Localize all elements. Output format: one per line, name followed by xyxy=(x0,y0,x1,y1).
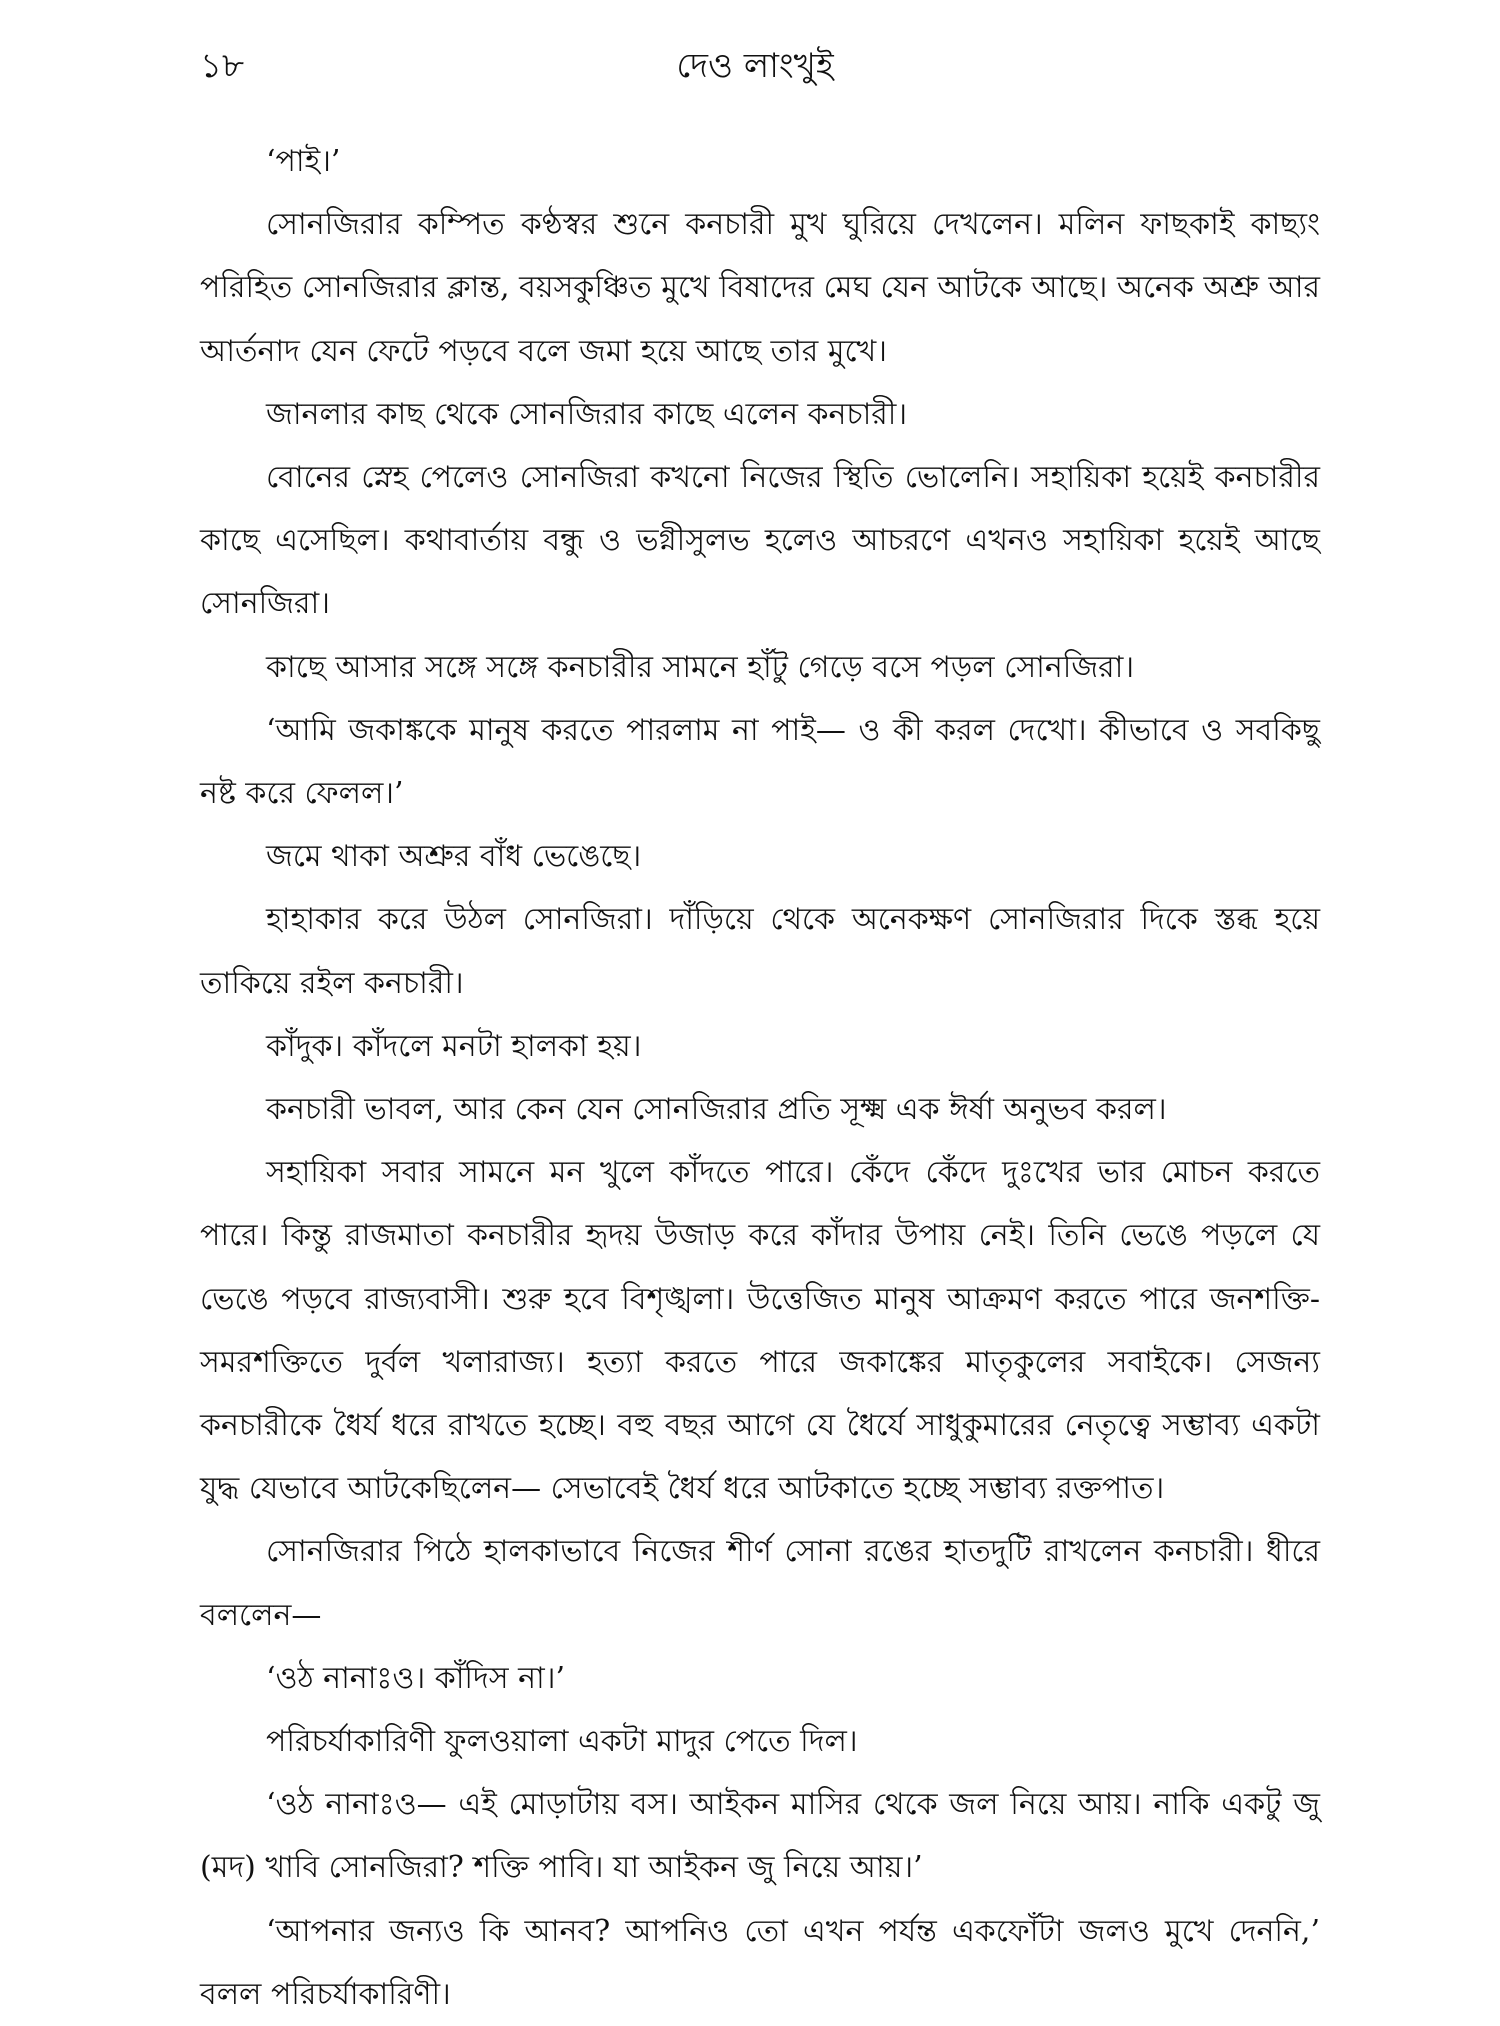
paragraph-5: কাছে আসার সঙ্গে সঙ্গে কনচারীর সামনে হাঁটু গেড়ে বসে পড়ল সোনজিরা। xyxy=(266,649,1135,685)
page-header xyxy=(200,36,1310,96)
paragraph-6: ‘আমি জকাঙ্ককে মানুষ করতে পারলাম না পাই— ও কী করল দেখো। কীভাবে ও সবকিছু নষ্ট করে ফেলল।’ xyxy=(200,712,1320,812)
page-number: ১৮ xyxy=(200,46,245,86)
paragraph-1: ‘পাই।’ xyxy=(266,144,341,179)
paragraph-2: সোনজিরার কম্পিত কণ্ঠস্বর শুনে কনচারী মুখ ঘুরিয়ে দেখলেন। মলিন ফাছকাই কাছ্যং পরিহিত সোনজিরার ক্লান্ত, বয়সকুঞ্চিত মুখে বিষাদের মেঘ যেন আটকে আছে। অনেক অশ্রু আর আর্তনাদ যেন ফেটে পড়বে বলে জমা হয়ে আছে তার মুখে। xyxy=(200,207,1320,369)
paragraph-11: সহায়িকা সবার সামনে মন খুলে কাঁদতে পারে। কেঁদে কেঁদে দুঃখের ভার মোচন করতে পারে। কিন্তু রাজমাতা কনচারীর হৃদয় উজাড় করে কাঁদার উপায় নেই। তিনি ভেঙে পড়লে যে ভেঙে পড়বে রাজ্যবাসী। শুরু হবে বিশৃঙ্খলা। উত্তেজিত মানুষ আক্রমণ করতে পারে জনশক্তি-সমরশক্তিতে দুর্বল খলারাজ্য। হত্যা করতে পারে জকাঙ্কের মাতৃকুলের সবাইকে। সেজন্য কনচারীকে ধৈর্য ধরে রাখতে হচ্ছে। বহু বছর আগে যে ধৈর্যে সাধুকুমারের নেতৃত্বে সম্ভাব্য একটা যুদ্ধ যেভাবে আটকেছিলেন— সেভাবেই ধৈর্য ধরে আটকাতে হচ্ছে সম্ভাব্য রক্তপাত। xyxy=(200,1155,1320,1507)
paragraph-8: হাহাকার করে উঠল সোনজিরা। দাঁড়িয়ে থেকে অনেকক্ষণ সোনজিরার দিকে স্তব্ধ হয়ে তাকিয়ে রইল কনচারী। xyxy=(200,902,1320,1001)
paragraph-14: পরিচর্যাকারিণী ফুলওয়ালা একটা মাদুর পেতে দিল। xyxy=(266,1724,858,1760)
body-text xyxy=(200,130,1320,2026)
paragraph-13: ‘ওঠ নানাঃও। কাঁদিস না।’ xyxy=(266,1660,565,1696)
paragraph-15: ‘ওঠ নানাঃও— এই মোড়াটায় বস। আইকন মাসির থেকে জল নিয়ে আয়। নাকি একটু জু (মদ) খাবি সোনজিরা? শক্তি পাবি। যা আইকন জু নিয়ে আয়।’ xyxy=(200,1787,1320,1886)
paragraph-10: কনচারী ভাবল, আর কেন যেন সোনজিরার প্রতি সূক্ষ্ম এক ঈর্ষা অনুভব করল। xyxy=(266,1092,1167,1128)
paragraph-4: বোনের স্নেহ পেলেও সোনজিরা কখনো নিজের স্থিতি ভোলেনি। সহায়িকা হয়েই কনচারীর কাছে এসেছিল। কথাবার্তায় বন্ধু ও ভগ্নীসুলভ হলেও আচরণে এখনও সহায়িকা হয়েই আছে সোনজিরা। xyxy=(200,460,1320,622)
running-title: দেও লাংখুই xyxy=(676,46,834,86)
paragraph-16: ‘আপনার জন্যও কি আনব? আপনিও তো এখন পর্যন্ত একফোঁটা জলও মুখে দেননি,’ বলল পরিচর্যাকারিণী। xyxy=(200,1913,1320,2012)
paragraph-7: জমে থাকা অশ্রুর বাঁধ ভেঙেছে। xyxy=(266,839,642,875)
paragraph-12: সোনজিরার পিঠে হালকাভাবে নিজের শীর্ণ সোনা রঙের হাতদুটি রাখলেন কনচারী। ধীরে বললেন— xyxy=(200,1534,1320,1633)
paragraph-3: জানলার কাছ থেকে সোনজিরার কাছে এলেন কনচারী। xyxy=(266,396,908,432)
paragraph-9: কাঁদুক। কাঁদলে মনটা হালকা হয়। xyxy=(266,1028,642,1064)
